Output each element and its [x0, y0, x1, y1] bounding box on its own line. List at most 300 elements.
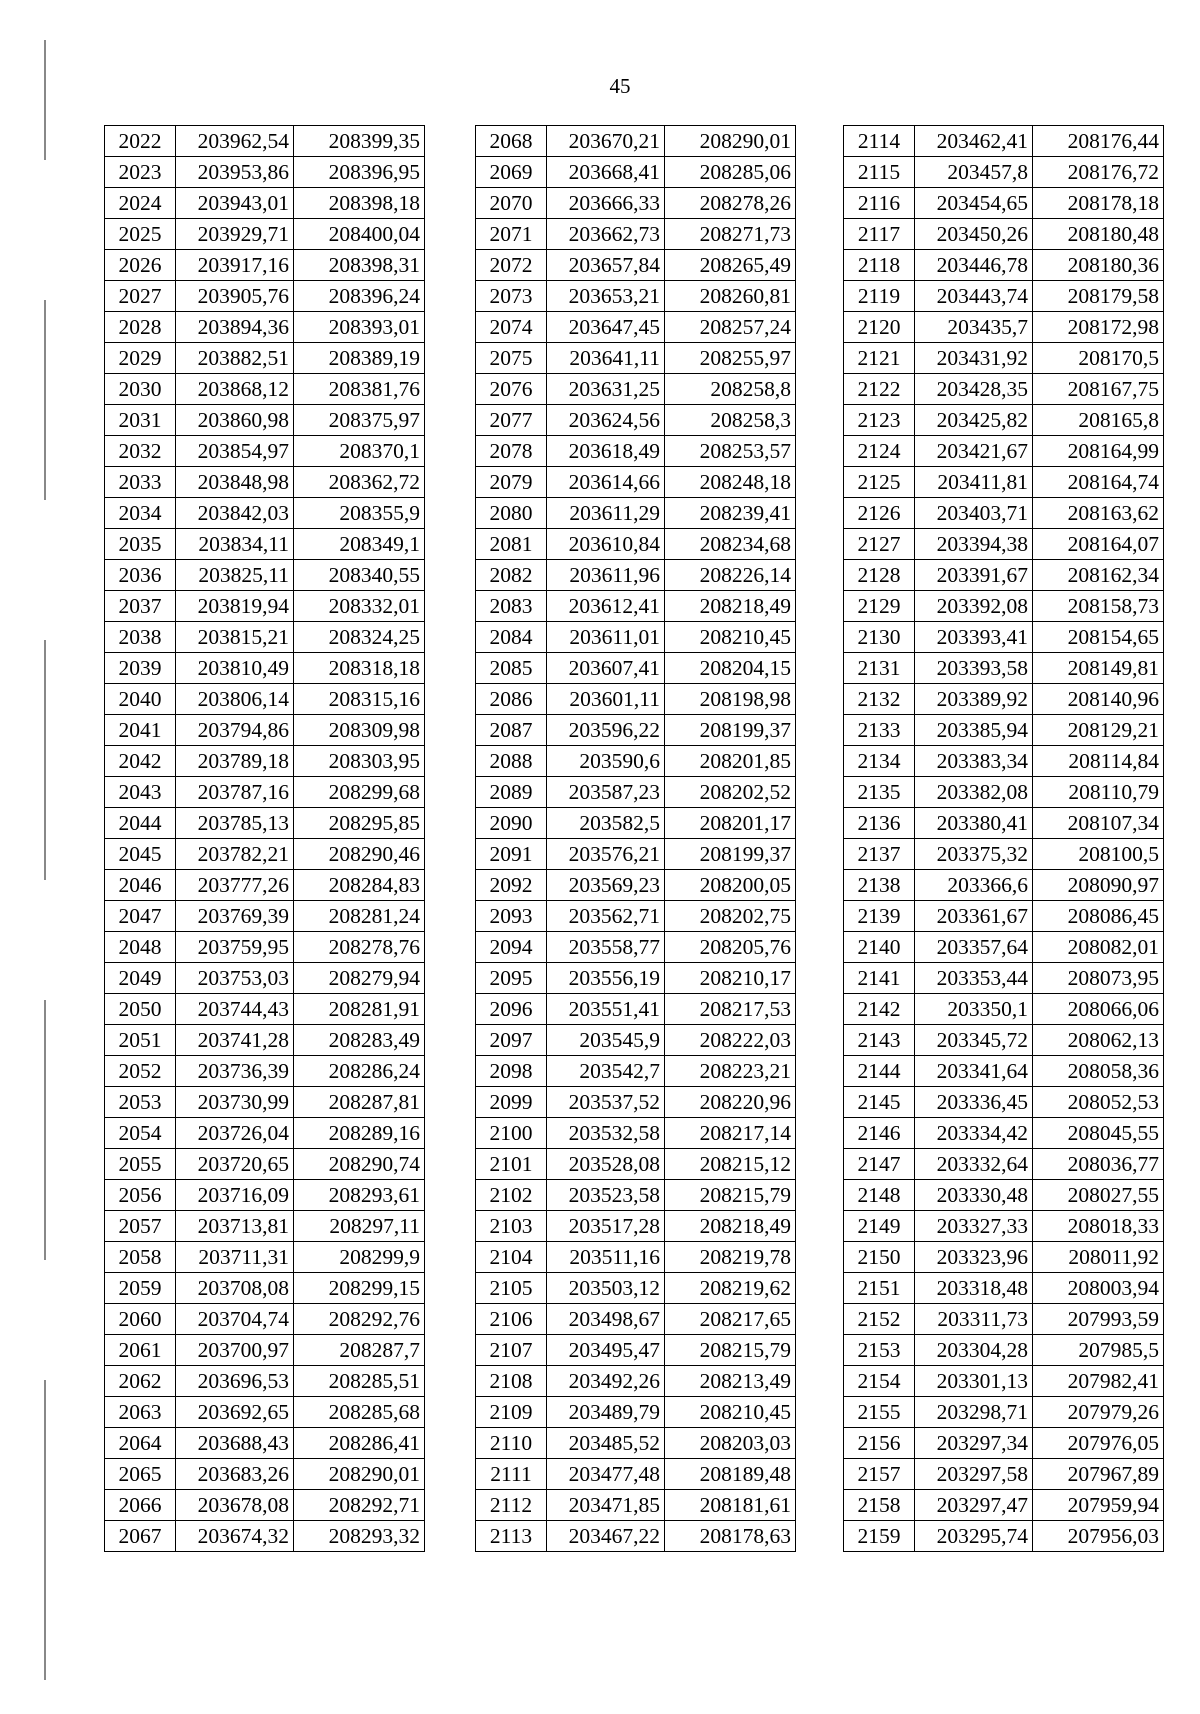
- point-number-cell: 2147: [844, 1149, 915, 1180]
- x-coordinate-cell: 203503,12: [547, 1273, 665, 1304]
- point-number-cell: 2158: [844, 1490, 915, 1521]
- point-number-cell: 2086: [476, 684, 547, 715]
- table-row: [476, 1521, 796, 1552]
- x-coordinate-cell: 203411,81: [915, 467, 1033, 498]
- y-coordinate-cell: 208389,19: [294, 343, 425, 374]
- point-number-cell: 2027: [105, 281, 176, 312]
- table-row: [844, 715, 1164, 746]
- y-coordinate-cell: 208239,41: [665, 498, 796, 529]
- y-coordinate-cell: 208086,45: [1033, 901, 1164, 932]
- x-coordinate-cell: 203688,43: [176, 1428, 294, 1459]
- y-coordinate-cell: 208158,73: [1033, 591, 1164, 622]
- y-coordinate-cell: 208219,62: [665, 1273, 796, 1304]
- x-coordinate-cell: 203929,71: [176, 219, 294, 250]
- y-coordinate-cell: 208265,49: [665, 250, 796, 281]
- point-number-cell: 2149: [844, 1211, 915, 1242]
- table-row: [105, 1056, 425, 1087]
- table-row: [844, 1459, 1164, 1490]
- table-row: [476, 901, 796, 932]
- y-coordinate-cell: 208284,83: [294, 870, 425, 901]
- y-coordinate-cell: 208234,68: [665, 529, 796, 560]
- table-row: [105, 932, 425, 963]
- point-number-cell: 2124: [844, 436, 915, 467]
- table-row: [105, 653, 425, 684]
- y-coordinate-cell: 208215,79: [665, 1335, 796, 1366]
- y-coordinate-cell: 208396,24: [294, 281, 425, 312]
- point-number-cell: 2155: [844, 1397, 915, 1428]
- y-coordinate-cell: 208129,21: [1033, 715, 1164, 746]
- y-coordinate-cell: 208180,48: [1033, 219, 1164, 250]
- table-row: [476, 591, 796, 622]
- point-number-cell: 2128: [844, 560, 915, 591]
- table-row: [105, 839, 425, 870]
- x-coordinate-cell: 203641,11: [547, 343, 665, 374]
- x-coordinate-cell: 203806,14: [176, 684, 294, 715]
- x-coordinate-cell: 203471,85: [547, 1490, 665, 1521]
- table-row: [844, 281, 1164, 312]
- y-coordinate-cell: 208362,72: [294, 467, 425, 498]
- y-coordinate-cell: 208045,55: [1033, 1118, 1164, 1149]
- y-coordinate-cell: 208205,76: [665, 932, 796, 963]
- x-coordinate-cell: 203618,49: [547, 436, 665, 467]
- x-coordinate-cell: 203611,29: [547, 498, 665, 529]
- point-number-cell: 2095: [476, 963, 547, 994]
- y-coordinate-cell: 208202,75: [665, 901, 796, 932]
- table-row: [476, 994, 796, 1025]
- table-row: [476, 715, 796, 746]
- x-coordinate-cell: 203848,98: [176, 467, 294, 498]
- y-coordinate-cell: 208200,05: [665, 870, 796, 901]
- y-coordinate-cell: 208199,37: [665, 839, 796, 870]
- x-coordinate-cell: 203297,47: [915, 1490, 1033, 1521]
- point-number-cell: 2139: [844, 901, 915, 932]
- table-row: [844, 126, 1164, 157]
- y-coordinate-cell: 208286,24: [294, 1056, 425, 1087]
- table-row: [476, 436, 796, 467]
- point-number-cell: 2091: [476, 839, 547, 870]
- point-number-cell: 2040: [105, 684, 176, 715]
- y-coordinate-cell: 208293,61: [294, 1180, 425, 1211]
- y-coordinate-cell: 207985,5: [1033, 1335, 1164, 1366]
- y-coordinate-cell: 208248,18: [665, 467, 796, 498]
- y-coordinate-cell: 208278,76: [294, 932, 425, 963]
- x-coordinate-cell: 203670,21: [547, 126, 665, 157]
- table-row: [844, 1242, 1164, 1273]
- table-row: [844, 746, 1164, 777]
- x-coordinate-cell: 203350,1: [915, 994, 1033, 1025]
- x-coordinate-cell: 203556,19: [547, 963, 665, 994]
- x-coordinate-cell: 203366,6: [915, 870, 1033, 901]
- table-row: [105, 808, 425, 839]
- y-coordinate-cell: 208220,96: [665, 1087, 796, 1118]
- y-coordinate-cell: 208210,17: [665, 963, 796, 994]
- point-number-cell: 2041: [105, 715, 176, 746]
- x-coordinate-cell: 203345,72: [915, 1025, 1033, 1056]
- point-number-cell: 2029: [105, 343, 176, 374]
- x-coordinate-cell: 203393,41: [915, 622, 1033, 653]
- table-row: [844, 467, 1164, 498]
- y-coordinate-cell: 208375,97: [294, 405, 425, 436]
- point-number-cell: 2100: [476, 1118, 547, 1149]
- table-row: [105, 715, 425, 746]
- y-coordinate-cell: 208172,98: [1033, 312, 1164, 343]
- point-number-cell: 2035: [105, 529, 176, 560]
- table-row: [105, 405, 425, 436]
- point-number-cell: 2146: [844, 1118, 915, 1149]
- table-row: [844, 653, 1164, 684]
- table-row: [844, 374, 1164, 405]
- coordinate-table-body: [476, 126, 796, 1552]
- x-coordinate-cell: 203777,26: [176, 870, 294, 901]
- point-number-cell: 2096: [476, 994, 547, 1025]
- x-coordinate-cell: 203882,51: [176, 343, 294, 374]
- table-row: [105, 746, 425, 777]
- x-coordinate-cell: 203425,82: [915, 405, 1033, 436]
- y-coordinate-cell: 208062,13: [1033, 1025, 1164, 1056]
- y-coordinate-cell: 208203,03: [665, 1428, 796, 1459]
- y-coordinate-cell: 208218,49: [665, 591, 796, 622]
- x-coordinate-cell: 203769,39: [176, 901, 294, 932]
- table-row: [476, 219, 796, 250]
- table-row: [476, 1304, 796, 1335]
- x-coordinate-cell: 203323,96: [915, 1242, 1033, 1273]
- x-coordinate-cell: 203537,52: [547, 1087, 665, 1118]
- table-row: [844, 436, 1164, 467]
- point-number-cell: 2108: [476, 1366, 547, 1397]
- point-number-cell: 2066: [105, 1490, 176, 1521]
- table-row: [476, 870, 796, 901]
- point-number-cell: 2082: [476, 560, 547, 591]
- x-coordinate-cell: 203713,81: [176, 1211, 294, 1242]
- x-coordinate-cell: 203860,98: [176, 405, 294, 436]
- point-number-cell: 2076: [476, 374, 547, 405]
- table-row: [476, 1335, 796, 1366]
- point-number-cell: 2135: [844, 777, 915, 808]
- table-row: [105, 1211, 425, 1242]
- y-coordinate-cell: 208278,26: [665, 188, 796, 219]
- y-coordinate-cell: 208290,01: [665, 126, 796, 157]
- scan-margin-line: [44, 1380, 46, 1680]
- point-number-cell: 2140: [844, 932, 915, 963]
- point-number-cell: 2130: [844, 622, 915, 653]
- table-row: [476, 405, 796, 436]
- table-row: [105, 157, 425, 188]
- table-row: [105, 1118, 425, 1149]
- point-number-cell: 2126: [844, 498, 915, 529]
- coordinate-table-body: [105, 126, 425, 1552]
- y-coordinate-cell: 208258,3: [665, 405, 796, 436]
- table-row: [105, 374, 425, 405]
- x-coordinate-cell: 203435,7: [915, 312, 1033, 343]
- y-coordinate-cell: 208198,98: [665, 684, 796, 715]
- point-number-cell: 2071: [476, 219, 547, 250]
- x-coordinate-cell: 203450,26: [915, 219, 1033, 250]
- table-row: [105, 777, 425, 808]
- table-row: [476, 374, 796, 405]
- y-coordinate-cell: 208226,14: [665, 560, 796, 591]
- table-row: [476, 126, 796, 157]
- table-row: [105, 1242, 425, 1273]
- y-coordinate-cell: 208164,74: [1033, 467, 1164, 498]
- x-coordinate-cell: 203785,13: [176, 808, 294, 839]
- x-coordinate-cell: 203467,22: [547, 1521, 665, 1552]
- y-coordinate-cell: 208292,71: [294, 1490, 425, 1521]
- point-number-cell: 2097: [476, 1025, 547, 1056]
- x-coordinate-cell: 203392,08: [915, 591, 1033, 622]
- point-number-cell: 2156: [844, 1428, 915, 1459]
- table-row: [476, 839, 796, 870]
- y-coordinate-cell: 208287,81: [294, 1087, 425, 1118]
- table-row: [105, 1273, 425, 1304]
- point-number-cell: 2064: [105, 1428, 176, 1459]
- x-coordinate-cell: 203736,39: [176, 1056, 294, 1087]
- point-number-cell: 2054: [105, 1118, 176, 1149]
- x-coordinate-cell: 203794,86: [176, 715, 294, 746]
- x-coordinate-cell: 203726,04: [176, 1118, 294, 1149]
- x-coordinate-cell: 203953,86: [176, 157, 294, 188]
- y-coordinate-cell: 208217,14: [665, 1118, 796, 1149]
- point-number-cell: 2120: [844, 312, 915, 343]
- x-coordinate-cell: 203457,8: [915, 157, 1033, 188]
- point-number-cell: 2090: [476, 808, 547, 839]
- point-number-cell: 2157: [844, 1459, 915, 1490]
- point-number-cell: 2085: [476, 653, 547, 684]
- y-coordinate-cell: 208318,18: [294, 653, 425, 684]
- x-coordinate-cell: 203330,48: [915, 1180, 1033, 1211]
- point-number-cell: 2050: [105, 994, 176, 1025]
- page-number: 45: [609, 74, 631, 98]
- x-coordinate-cell: 203614,66: [547, 467, 665, 498]
- table-row: [105, 281, 425, 312]
- x-coordinate-cell: 203389,92: [915, 684, 1033, 715]
- table-row: [844, 1521, 1164, 1552]
- table-row: [476, 1211, 796, 1242]
- y-coordinate-cell: 208279,94: [294, 963, 425, 994]
- point-number-cell: 2148: [844, 1180, 915, 1211]
- point-number-cell: 2092: [476, 870, 547, 901]
- y-coordinate-cell: 208257,24: [665, 312, 796, 343]
- point-number-cell: 2067: [105, 1521, 176, 1552]
- table-row: [844, 343, 1164, 374]
- x-coordinate-cell: 203683,26: [176, 1459, 294, 1490]
- x-coordinate-cell: 203446,78: [915, 250, 1033, 281]
- x-coordinate-cell: 203558,77: [547, 932, 665, 963]
- y-coordinate-cell: 208210,45: [665, 1397, 796, 1428]
- point-number-cell: 2075: [476, 343, 547, 374]
- table-row: [844, 870, 1164, 901]
- table-row: [844, 312, 1164, 343]
- x-coordinate-cell: 203744,43: [176, 994, 294, 1025]
- table-row: [844, 250, 1164, 281]
- x-coordinate-cell: 203868,12: [176, 374, 294, 405]
- table-row: [844, 1397, 1164, 1428]
- y-coordinate-cell: 208396,95: [294, 157, 425, 188]
- x-coordinate-cell: 203545,9: [547, 1025, 665, 1056]
- x-coordinate-cell: 203716,09: [176, 1180, 294, 1211]
- point-number-cell: 2044: [105, 808, 176, 839]
- x-coordinate-cell: 203666,33: [547, 188, 665, 219]
- point-number-cell: 2143: [844, 1025, 915, 1056]
- table-row: [105, 1304, 425, 1335]
- y-coordinate-cell: 208178,63: [665, 1521, 796, 1552]
- y-coordinate-cell: 208199,37: [665, 715, 796, 746]
- point-number-cell: 2033: [105, 467, 176, 498]
- x-coordinate-cell: 203612,41: [547, 591, 665, 622]
- x-coordinate-cell: 203787,16: [176, 777, 294, 808]
- table-row: [476, 343, 796, 374]
- point-number-cell: 2093: [476, 901, 547, 932]
- table-row: [844, 1118, 1164, 1149]
- x-coordinate-cell: 203842,03: [176, 498, 294, 529]
- y-coordinate-cell: 208349,1: [294, 529, 425, 560]
- x-coordinate-cell: 203720,65: [176, 1149, 294, 1180]
- point-number-cell: 2105: [476, 1273, 547, 1304]
- x-coordinate-cell: 203341,64: [915, 1056, 1033, 1087]
- x-coordinate-cell: 203334,42: [915, 1118, 1033, 1149]
- x-coordinate-cell: 203631,25: [547, 374, 665, 405]
- y-coordinate-cell: 208281,91: [294, 994, 425, 1025]
- point-number-cell: 2046: [105, 870, 176, 901]
- table-row: [844, 1025, 1164, 1056]
- x-coordinate-cell: 203332,64: [915, 1149, 1033, 1180]
- y-coordinate-cell: 208295,85: [294, 808, 425, 839]
- point-number-cell: 2053: [105, 1087, 176, 1118]
- x-coordinate-cell: 203905,76: [176, 281, 294, 312]
- y-coordinate-cell: 208290,74: [294, 1149, 425, 1180]
- point-number-cell: 2036: [105, 560, 176, 591]
- y-coordinate-cell: 207982,41: [1033, 1366, 1164, 1397]
- table-row: [844, 901, 1164, 932]
- x-coordinate-cell: 203532,58: [547, 1118, 665, 1149]
- point-number-cell: 2065: [105, 1459, 176, 1490]
- point-number-cell: 2048: [105, 932, 176, 963]
- y-coordinate-cell: 208215,12: [665, 1149, 796, 1180]
- x-coordinate-cell: 203582,5: [547, 808, 665, 839]
- y-coordinate-cell: 208201,85: [665, 746, 796, 777]
- x-coordinate-cell: 203610,84: [547, 529, 665, 560]
- x-coordinate-cell: 203391,67: [915, 560, 1033, 591]
- table-row: [844, 1273, 1164, 1304]
- y-coordinate-cell: 208355,9: [294, 498, 425, 529]
- y-coordinate-cell: 208178,18: [1033, 188, 1164, 219]
- point-number-cell: 2047: [105, 901, 176, 932]
- table-row: [105, 1428, 425, 1459]
- x-coordinate-cell: 203382,08: [915, 777, 1033, 808]
- point-number-cell: 2111: [476, 1459, 547, 1490]
- point-number-cell: 2116: [844, 188, 915, 219]
- point-number-cell: 2072: [476, 250, 547, 281]
- point-number-cell: 2133: [844, 715, 915, 746]
- y-coordinate-cell: 208011,92: [1033, 1242, 1164, 1273]
- x-coordinate-cell: 203894,36: [176, 312, 294, 343]
- y-coordinate-cell: 208370,1: [294, 436, 425, 467]
- table-row: [105, 1180, 425, 1211]
- y-coordinate-cell: 208003,94: [1033, 1273, 1164, 1304]
- x-coordinate-cell: 203962,54: [176, 126, 294, 157]
- x-coordinate-cell: 203854,97: [176, 436, 294, 467]
- point-number-cell: 2159: [844, 1521, 915, 1552]
- y-coordinate-cell: 208253,57: [665, 436, 796, 467]
- x-coordinate-cell: 203662,73: [547, 219, 665, 250]
- y-coordinate-cell: 208287,7: [294, 1335, 425, 1366]
- point-number-cell: 2089: [476, 777, 547, 808]
- table-row: [844, 1428, 1164, 1459]
- y-coordinate-cell: 208292,76: [294, 1304, 425, 1335]
- y-coordinate-cell: 208398,18: [294, 188, 425, 219]
- point-number-cell: 2024: [105, 188, 176, 219]
- y-coordinate-cell: 208283,49: [294, 1025, 425, 1056]
- y-coordinate-cell: 208381,76: [294, 374, 425, 405]
- y-coordinate-cell: 208299,68: [294, 777, 425, 808]
- table-row: [844, 219, 1164, 250]
- point-number-cell: 2034: [105, 498, 176, 529]
- table-row: [105, 901, 425, 932]
- table-row: [476, 932, 796, 963]
- x-coordinate-cell: 203624,56: [547, 405, 665, 436]
- table-row: [105, 963, 425, 994]
- point-number-cell: 2061: [105, 1335, 176, 1366]
- point-number-cell: 2081: [476, 529, 547, 560]
- table-row: [844, 1180, 1164, 1211]
- table-row: [844, 1304, 1164, 1335]
- table-row: [105, 467, 425, 498]
- table-row: [105, 1397, 425, 1428]
- table-row: [105, 498, 425, 529]
- y-coordinate-cell: 208140,96: [1033, 684, 1164, 715]
- x-coordinate-cell: 203611,96: [547, 560, 665, 591]
- y-coordinate-cell: 208189,48: [665, 1459, 796, 1490]
- x-coordinate-cell: 203674,32: [176, 1521, 294, 1552]
- x-coordinate-cell: 203810,49: [176, 653, 294, 684]
- point-number-cell: 2077: [476, 405, 547, 436]
- point-number-cell: 2104: [476, 1242, 547, 1273]
- point-number-cell: 2102: [476, 1180, 547, 1211]
- point-number-cell: 2110: [476, 1428, 547, 1459]
- x-coordinate-cell: 203562,71: [547, 901, 665, 932]
- point-number-cell: 2138: [844, 870, 915, 901]
- point-number-cell: 2101: [476, 1149, 547, 1180]
- x-coordinate-cell: 203297,34: [915, 1428, 1033, 1459]
- table-row: [476, 653, 796, 684]
- table-row: [844, 157, 1164, 188]
- y-coordinate-cell: 208162,34: [1033, 560, 1164, 591]
- table-row: [105, 684, 425, 715]
- point-number-cell: 2141: [844, 963, 915, 994]
- x-coordinate-cell: 203943,01: [176, 188, 294, 219]
- table-row: [476, 1459, 796, 1490]
- x-coordinate-cell: 203576,21: [547, 839, 665, 870]
- coordinate-table-3: [843, 125, 1164, 1552]
- x-coordinate-cell: 203819,94: [176, 591, 294, 622]
- x-coordinate-cell: 203295,74: [915, 1521, 1033, 1552]
- table-row: [476, 467, 796, 498]
- x-coordinate-cell: 203678,08: [176, 1490, 294, 1521]
- x-coordinate-cell: 203297,58: [915, 1459, 1033, 1490]
- x-coordinate-cell: 203569,23: [547, 870, 665, 901]
- x-coordinate-cell: 203528,08: [547, 1149, 665, 1180]
- x-coordinate-cell: 203523,58: [547, 1180, 665, 1211]
- x-coordinate-cell: 203789,18: [176, 746, 294, 777]
- table-row: [844, 684, 1164, 715]
- y-coordinate-cell: 207959,94: [1033, 1490, 1164, 1521]
- point-number-cell: 2098: [476, 1056, 547, 1087]
- x-coordinate-cell: 203668,41: [547, 157, 665, 188]
- y-coordinate-cell: 208289,16: [294, 1118, 425, 1149]
- x-coordinate-cell: 203517,28: [547, 1211, 665, 1242]
- point-number-cell: 2052: [105, 1056, 176, 1087]
- point-number-cell: 2109: [476, 1397, 547, 1428]
- point-number-cell: 2039: [105, 653, 176, 684]
